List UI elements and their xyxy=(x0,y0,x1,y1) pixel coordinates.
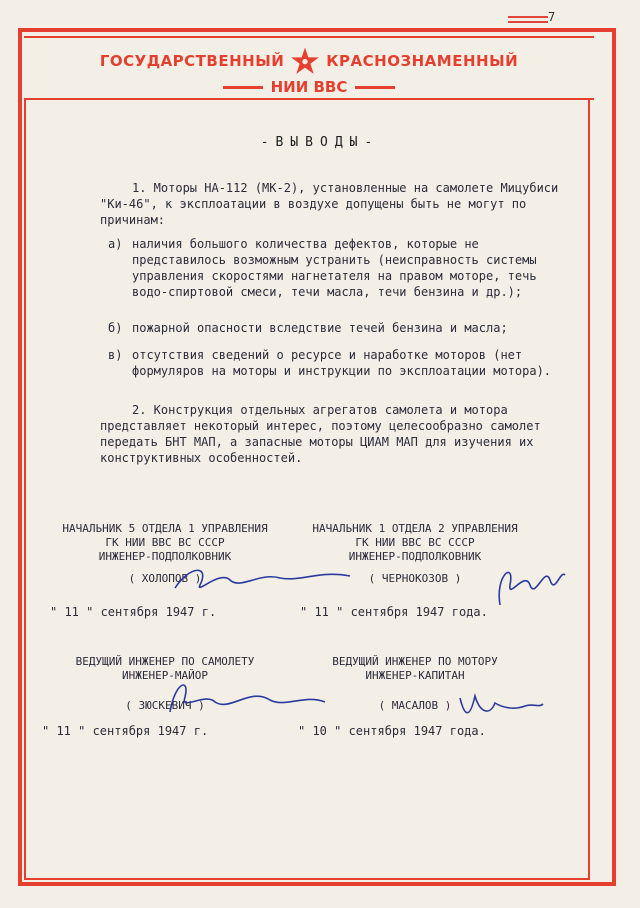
signer-title-line1: НАЧАЛЬНИК 1 ОТДЕЛА 2 УПРАВЛЕНИЯ xyxy=(312,522,518,535)
signer-rank: ИНЖЕНЕР-ПОДПОЛКОВНИК xyxy=(348,550,482,563)
corner-marks xyxy=(508,16,548,26)
letterhead-institute: НИИ ВВС xyxy=(270,78,348,96)
signer-title-line2: ГК НИИ ВВС ВС СССР xyxy=(355,536,475,549)
date-4: " 10 " сентября 1947 года. xyxy=(298,724,486,738)
list-item-c xyxy=(108,347,572,379)
signer-rank: ИНЖЕНЕР-КАПИТАН xyxy=(365,669,465,682)
document-title: -ВЫВОДЫ- xyxy=(260,135,380,150)
list-item-b xyxy=(108,320,572,336)
signer-title-line1: ВЕДУЩИЙ ИНЖЕНЕР ПО САМОЛЕТУ xyxy=(75,655,255,668)
signer-rank: ИНЖЕНЕР-ПОДПОЛКОВНИК xyxy=(98,550,232,563)
letterhead-left: ГОСУДАРСТВЕННЫЙ xyxy=(99,52,285,70)
signer-title-line1: НАЧАЛЬНИК 5 ОТДЕЛА 1 УПРАВЛЕНИЯ xyxy=(62,522,268,535)
date-1: " 11 " сентября 1947 г. xyxy=(50,605,217,619)
paragraph-2: 2. Конструкция отдельных агрегатов самолета и мотора представляет некоторый интерес, поэтому целесообразно самолет передать БНТ МАП, а запасные моторы ЦИАМ МАП для изучения их конструктивных особенностей. xyxy=(100,403,541,465)
list-item-a xyxy=(108,236,572,300)
page-number: 7 xyxy=(548,10,556,24)
signer-name: ( ЗЮСКЕВИЧ ) xyxy=(125,699,205,712)
list-marker: в) xyxy=(108,348,123,362)
header-rule-top xyxy=(24,36,594,38)
list-item-text: пожарной опасности вследствие течей бензина и масла; xyxy=(132,321,508,335)
letterhead-right: КРАСНОЗНАМЕННЫЙ xyxy=(326,52,519,70)
signer-name: ( МАСАЛОВ ) xyxy=(378,699,452,712)
list-item-text: отсутствия сведений о ресурсе и наработке моторов (нет формуляров на моторы и инструкции по эксплоатации мотора). xyxy=(132,348,552,378)
signer-name: ( ХОЛОПОВ ) xyxy=(128,572,202,585)
signer-rank: ИНЖЕНЕР-МАЙОР xyxy=(121,669,209,682)
paragraph-1: 1. Моторы НА-112 (МК-2), установленные на самолете Мицубиси "Ки-46", к эксплоатации в воздухе допущены быть не могут по причинам: xyxy=(100,181,559,227)
letterhead xyxy=(24,42,594,96)
handwritten-signature-2 xyxy=(490,555,570,615)
red-star-icon xyxy=(290,46,320,76)
date-2: " 11 " сентября 1947 года. xyxy=(300,605,488,619)
signer-title-line2: ГК НИИ ВВС ВС СССР xyxy=(105,536,225,549)
list-marker: а) xyxy=(108,237,123,251)
date-3: " 11 " сентября 1947 г. xyxy=(42,724,209,738)
list-marker: б) xyxy=(108,321,123,335)
list-item-text: наличия большого количества дефектов, которые не представилось возможным устранить (неисправность системы управления скоростями нагнетателя на правом моторе, течь водо-спиртовой смеси, течи масла, течи бензина и др.); xyxy=(132,237,537,299)
handwritten-signature-4 xyxy=(455,688,545,723)
signer-title-line1: ВЕДУЩИЙ ИНЖЕНЕР ПО МОТОРУ xyxy=(332,655,498,668)
signer-name: ( ЧЕРНОКОЗОВ ) xyxy=(368,572,462,585)
